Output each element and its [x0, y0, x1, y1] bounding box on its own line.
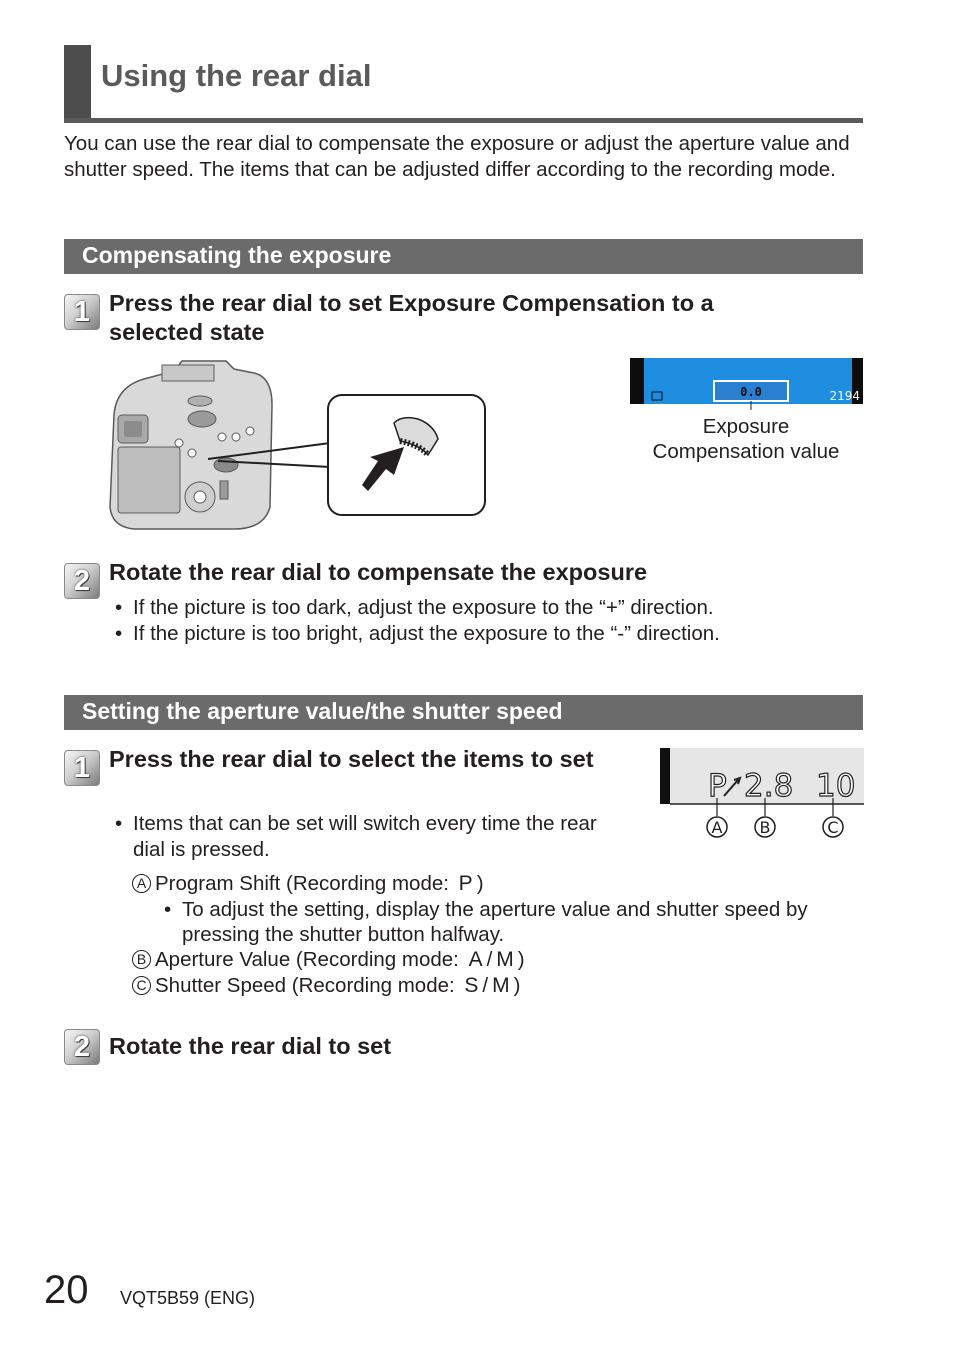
step-title: Press the rear dial to select the items to set: [109, 746, 594, 772]
page-title: Using the rear dial: [101, 58, 372, 93]
title-accent-bar: [64, 45, 91, 122]
step-number-1: 1: [64, 294, 100, 330]
item-separator: /: [486, 948, 493, 971]
letter-c-icon: C: [132, 976, 151, 995]
step-title: Rotate the rear dial to compensate the exposure: [109, 559, 648, 585]
screen-caption-line-1: Exposure: [702, 415, 790, 438]
item-text: Aperture Value (Recording mode:: [155, 948, 459, 971]
program-mode-indicator: P: [708, 768, 727, 804]
item-close: ): [513, 974, 521, 997]
screen-caption: [628, 414, 864, 464]
callout-b: B: [759, 818, 771, 837]
section-heading-text: Setting the aperture value/the shutter speed: [82, 698, 563, 724]
callout-c: C: [827, 818, 839, 837]
item-text: Program Shift (Recording mode:: [155, 872, 449, 895]
callout-a: A: [711, 818, 723, 837]
bullet-item: • If the picture is too dark, adjust the exposure to the “+” direction.: [111, 595, 871, 621]
dial-closeup-panel: [328, 395, 485, 515]
bullet-item: • If the picture is too bright, adjust the exposure to the “-” direction.: [111, 621, 871, 647]
step-number-2: 2: [64, 563, 100, 599]
page-number: 20: [44, 1268, 89, 1312]
item-shutter-speed: [132, 973, 852, 999]
exposure-bullets: [111, 595, 871, 647]
item-aperture-value: [132, 947, 852, 973]
mode-p-icon: P: [458, 872, 473, 895]
step-number-1: 1: [64, 750, 100, 786]
program-display-diagram: [658, 748, 864, 844]
shutter-readout: 10: [816, 768, 856, 804]
screen-caption-line-2: Compensation value: [652, 440, 840, 463]
title-underline: [64, 118, 863, 123]
lcd-exposure-screen: [628, 358, 864, 410]
section-heading-exposure: [64, 239, 863, 274]
remaining-shots-readout: 2194: [829, 389, 860, 403]
bullet-item: • Items that can be set will switch every time the rear dial is pressed.: [111, 811, 631, 863]
letter-b-icon: B: [132, 950, 151, 969]
adjustable-items-list: [132, 871, 852, 999]
mode-m-icon: M: [496, 948, 514, 971]
document-code: VQT5B59 (ENG): [120, 1288, 256, 1308]
mode-s-icon: S: [464, 974, 479, 997]
step-title: Rotate the rear dial to set: [109, 1033, 392, 1059]
step-number-2: 2: [64, 1029, 100, 1065]
intro-paragraph: You can use the rear dial to compensate the exposure or adjust the aperture value and shutter speed. The items that can be adjusted differ according to the recording mode.: [64, 132, 850, 181]
item-separator: /: [482, 974, 489, 997]
section-heading-aperture-shutter: [64, 695, 863, 730]
mode-m-icon: M: [492, 974, 510, 997]
aperture-readout: 2.8: [744, 768, 794, 804]
switch-bullet: [111, 811, 631, 863]
step-title: Press the rear dial to set Exposure Compensation to a selected state: [109, 290, 714, 345]
exposure-value-readout: 0.0: [740, 385, 762, 399]
item-close: ): [476, 872, 484, 895]
item-close: ): [517, 948, 525, 971]
sub-bullet: • To adjust the setting, display the aperture value and shutter speed by pressing the shutter button halfway.: [160, 897, 852, 947]
letter-a-icon: A: [132, 874, 151, 893]
mode-a-icon: A: [468, 948, 483, 971]
section-heading-text: Compensating the exposure: [82, 242, 392, 268]
camera-body-icon: [110, 361, 272, 529]
item-program-shift: [132, 871, 852, 897]
camera-rear-dial-illustration: [104, 357, 494, 535]
item-text: Shutter Speed (Recording mode:: [155, 974, 455, 997]
